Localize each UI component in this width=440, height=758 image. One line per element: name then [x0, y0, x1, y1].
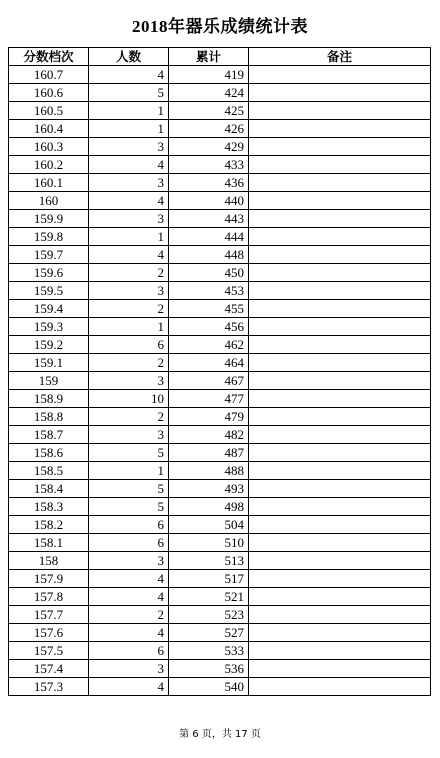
cell-note	[249, 660, 431, 678]
cell-count: 3	[89, 138, 169, 156]
table-row	[9, 624, 431, 642]
cell-count: 4	[89, 570, 169, 588]
table-row	[9, 318, 431, 336]
cell-note	[249, 606, 431, 624]
cell-note	[249, 624, 431, 642]
cell-note	[249, 588, 431, 606]
table-row	[9, 462, 431, 480]
cell-score: 158.7	[9, 426, 89, 444]
cell-note	[249, 516, 431, 534]
cell-score: 157.3	[9, 678, 89, 696]
cell-total: 482	[169, 426, 249, 444]
cell-total: 429	[169, 138, 249, 156]
table-row	[9, 534, 431, 552]
cell-note	[249, 120, 431, 138]
cell-total: 426	[169, 120, 249, 138]
cell-total: 456	[169, 318, 249, 336]
cell-note	[249, 480, 431, 498]
table-row	[9, 174, 431, 192]
score-table	[8, 47, 431, 696]
cell-count: 4	[89, 246, 169, 264]
cell-count: 5	[89, 84, 169, 102]
header-total: 累计	[169, 48, 249, 66]
table-row	[9, 390, 431, 408]
table-row	[9, 210, 431, 228]
cell-score: 159.9	[9, 210, 89, 228]
cell-total: 488	[169, 462, 249, 480]
cell-total: 464	[169, 354, 249, 372]
table-row	[9, 228, 431, 246]
cell-total: 536	[169, 660, 249, 678]
cell-score: 157.9	[9, 570, 89, 588]
cell-note	[249, 282, 431, 300]
cell-note	[249, 300, 431, 318]
table-row	[9, 354, 431, 372]
cell-total: 513	[169, 552, 249, 570]
cell-total: 504	[169, 516, 249, 534]
cell-total: 540	[169, 678, 249, 696]
cell-count: 3	[89, 426, 169, 444]
cell-note	[249, 552, 431, 570]
cell-total: 493	[169, 480, 249, 498]
cell-note	[249, 192, 431, 210]
cell-total: 443	[169, 210, 249, 228]
cell-note	[249, 498, 431, 516]
cell-score: 159.6	[9, 264, 89, 282]
cell-count: 3	[89, 660, 169, 678]
cell-total: 462	[169, 336, 249, 354]
header-score: 分数档次	[9, 48, 89, 66]
cell-count: 10	[89, 390, 169, 408]
table-row	[9, 336, 431, 354]
table-row	[9, 408, 431, 426]
cell-note	[249, 534, 431, 552]
cell-score: 160.7	[9, 66, 89, 84]
table-row	[9, 156, 431, 174]
cell-total: 533	[169, 642, 249, 660]
table-row	[9, 588, 431, 606]
cell-total: 436	[169, 174, 249, 192]
table-row	[9, 66, 431, 84]
table-row	[9, 606, 431, 624]
cell-note	[249, 570, 431, 588]
cell-total: 487	[169, 444, 249, 462]
cell-count: 2	[89, 300, 169, 318]
cell-score: 157.6	[9, 624, 89, 642]
cell-count: 4	[89, 588, 169, 606]
cell-score: 158.6	[9, 444, 89, 462]
table-row	[9, 660, 431, 678]
cell-count: 1	[89, 102, 169, 120]
cell-score: 159.2	[9, 336, 89, 354]
cell-total: 510	[169, 534, 249, 552]
cell-count: 5	[89, 480, 169, 498]
table-body	[9, 66, 431, 696]
table-row	[9, 300, 431, 318]
cell-count: 6	[89, 642, 169, 660]
cell-score: 160.6	[9, 84, 89, 102]
cell-total: 498	[169, 498, 249, 516]
page-title: 2018年器乐成绩统计表	[132, 17, 308, 36]
cell-score: 160.1	[9, 174, 89, 192]
cell-count: 4	[89, 624, 169, 642]
cell-total: 521	[169, 588, 249, 606]
table-row	[9, 372, 431, 390]
cell-score: 158	[9, 552, 89, 570]
cell-score: 159.5	[9, 282, 89, 300]
cell-total: 467	[169, 372, 249, 390]
cell-total: 527	[169, 624, 249, 642]
cell-note	[249, 228, 431, 246]
cell-count: 6	[89, 534, 169, 552]
cell-count: 4	[89, 192, 169, 210]
cell-note	[249, 372, 431, 390]
cell-score: 159	[9, 372, 89, 390]
cell-count: 4	[89, 66, 169, 84]
cell-count: 2	[89, 264, 169, 282]
cell-score: 158.5	[9, 462, 89, 480]
cell-total: 479	[169, 408, 249, 426]
page-footer: 第 6 页，共 17 页	[179, 729, 261, 740]
cell-total: 450	[169, 264, 249, 282]
cell-total: 440	[169, 192, 249, 210]
cell-total: 448	[169, 246, 249, 264]
cell-score: 160.4	[9, 120, 89, 138]
table-row	[9, 444, 431, 462]
cell-score: 159.1	[9, 354, 89, 372]
cell-score: 157.8	[9, 588, 89, 606]
cell-score: 157.7	[9, 606, 89, 624]
cell-note	[249, 678, 431, 696]
cell-note	[249, 174, 431, 192]
cell-count: 1	[89, 228, 169, 246]
cell-note	[249, 444, 431, 462]
table-row	[9, 282, 431, 300]
cell-count: 2	[89, 606, 169, 624]
table-row	[9, 264, 431, 282]
cell-count: 4	[89, 156, 169, 174]
cell-score: 158.4	[9, 480, 89, 498]
cell-total: 523	[169, 606, 249, 624]
cell-total: 425	[169, 102, 249, 120]
cell-score: 158.9	[9, 390, 89, 408]
cell-total: 424	[169, 84, 249, 102]
cell-count: 1	[89, 318, 169, 336]
table-row	[9, 498, 431, 516]
cell-total: 419	[169, 66, 249, 84]
cell-score: 158.3	[9, 498, 89, 516]
cell-score: 158.2	[9, 516, 89, 534]
cell-note	[249, 84, 431, 102]
cell-count: 5	[89, 444, 169, 462]
cell-note	[249, 642, 431, 660]
table-row	[9, 84, 431, 102]
table-row	[9, 552, 431, 570]
cell-score: 159.7	[9, 246, 89, 264]
table-row	[9, 516, 431, 534]
cell-count: 2	[89, 408, 169, 426]
cell-score: 160.2	[9, 156, 89, 174]
cell-note	[249, 462, 431, 480]
cell-count: 3	[89, 372, 169, 390]
cell-total: 517	[169, 570, 249, 588]
table-row	[9, 642, 431, 660]
cell-score: 160.3	[9, 138, 89, 156]
table-row	[9, 678, 431, 696]
cell-note	[249, 390, 431, 408]
cell-note	[249, 156, 431, 174]
cell-note	[249, 66, 431, 84]
cell-score: 160	[9, 192, 89, 210]
cell-note	[249, 246, 431, 264]
table-row	[9, 570, 431, 588]
cell-total: 444	[169, 228, 249, 246]
header-count: 人数	[89, 48, 169, 66]
header-note: 备注	[249, 48, 431, 66]
cell-score: 158.8	[9, 408, 89, 426]
cell-score: 158.1	[9, 534, 89, 552]
cell-total: 453	[169, 282, 249, 300]
cell-total: 455	[169, 300, 249, 318]
cell-count: 3	[89, 174, 169, 192]
cell-score: 157.5	[9, 642, 89, 660]
cell-count: 3	[89, 282, 169, 300]
cell-score: 157.4	[9, 660, 89, 678]
cell-note	[249, 138, 431, 156]
table-row	[9, 138, 431, 156]
cell-note	[249, 102, 431, 120]
cell-note	[249, 318, 431, 336]
cell-score: 159.4	[9, 300, 89, 318]
cell-score: 159.3	[9, 318, 89, 336]
cell-note	[249, 408, 431, 426]
cell-note	[249, 210, 431, 228]
cell-note	[249, 264, 431, 282]
cell-count: 5	[89, 498, 169, 516]
cell-score: 159.8	[9, 228, 89, 246]
cell-count: 1	[89, 462, 169, 480]
table-row	[9, 426, 431, 444]
cell-count: 3	[89, 552, 169, 570]
cell-note	[249, 354, 431, 372]
cell-count: 6	[89, 516, 169, 534]
table-row	[9, 246, 431, 264]
cell-score: 160.5	[9, 102, 89, 120]
table-row	[9, 120, 431, 138]
cell-count: 3	[89, 210, 169, 228]
table-row	[9, 192, 431, 210]
cell-count: 2	[89, 354, 169, 372]
cell-note	[249, 336, 431, 354]
cell-total: 477	[169, 390, 249, 408]
table-header-row	[9, 48, 431, 66]
cell-count: 4	[89, 678, 169, 696]
cell-count: 6	[89, 336, 169, 354]
table-row	[9, 480, 431, 498]
cell-total: 433	[169, 156, 249, 174]
table-row	[9, 102, 431, 120]
cell-note	[249, 426, 431, 444]
cell-count: 1	[89, 120, 169, 138]
